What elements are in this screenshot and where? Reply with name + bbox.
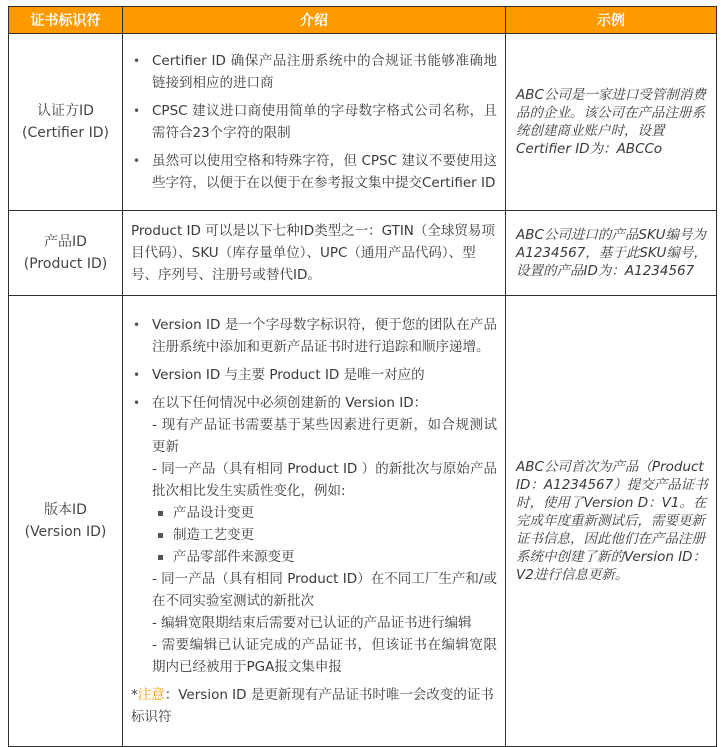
identifier-cn: 认证方ID — [37, 103, 94, 119]
square-bullet-icon — [158, 555, 163, 560]
identifier-cn: 版本ID — [44, 502, 87, 518]
square-bullet-icon — [158, 533, 163, 538]
bullet-icon: • — [133, 368, 141, 382]
bullet-list — [131, 314, 497, 678]
table-row-certifier-id — [9, 34, 717, 211]
bullet-list — [131, 50, 497, 194]
header-identifier: 证书标识符 — [9, 7, 123, 34]
sub-item: - 现有产品证书需要基于某些因素进行更新，如合规测试更新 — [152, 417, 497, 455]
identifier-en: (Version ID) — [24, 524, 107, 540]
identifier-cell — [9, 211, 123, 296]
list-item: • 虽然可以使用空格和特殊字符，但 CPSC 建议不要使用这些字符，以便于在以便于在参考报文集中提交Certifier ID — [131, 150, 497, 194]
note-text: ：Version ID 是更新现有产品证书时唯一会改变的证书标识符 — [131, 687, 494, 725]
list-item: • Version ID 与主要 Product ID 是唯一对应的 — [131, 364, 497, 386]
bullet-icon: • — [133, 396, 141, 410]
note-asterisk: * — [131, 687, 138, 703]
note — [131, 684, 497, 728]
example-cell: ABC公司首次为产品（Product ID：A1234567）提交产品证书时，使用了Version D：V1。在完成年度重新测试后，需要更新证书信息，因此他们在产品注册系统中创建了新的Version ID：V2进行信息更新。 — [506, 296, 717, 747]
header-intro: 介绍 — [123, 7, 506, 34]
table-row-product-id — [9, 211, 717, 296]
identifier-en: (Certifier ID) — [22, 125, 109, 141]
intro-cell: Product ID 可以是以下七种ID类型之一：GTIN（全球贸易项目代码）、SKU（库存量单位）、UPC（通用产品代码）、型号、序列号、注册号或替代ID。 — [123, 211, 506, 296]
square-list-item: 产品设计变更 — [152, 502, 497, 524]
identifier-cell — [9, 296, 123, 747]
sub-item: - 同一产品（具有相同 Product ID ）的新批次与原始产品批次相比发生实质性变化，例如: — [152, 461, 497, 499]
square-list-item: 产品零部件来源变更 — [152, 546, 497, 568]
header-example: 示例 — [506, 7, 717, 34]
example-cell: ABC公司进口的产品SKU编号为A1234567，基于此SKU编号，设置的产品ID为：A1234567 — [506, 211, 717, 296]
sub-item: - 编辑宽限期结束后需要对已认证的产品证书进行编辑 — [152, 615, 472, 631]
table-row-version-id — [9, 296, 717, 747]
bullet-icon: • — [133, 154, 141, 168]
bullet-icon: • — [133, 318, 141, 332]
intro-cell — [123, 34, 506, 211]
list-item: • Certifier ID 确保产品注册系统中的合规证书能够准确地链接到相应的进口商 — [131, 50, 497, 94]
bullet-icon: • — [133, 104, 141, 118]
certificate-identifier-table — [8, 6, 717, 747]
sub-item: - 需要编辑已认证完成的产品证书，但该证书在编辑宽限期内已经被用于PGA报文集申报 — [152, 637, 497, 675]
list-item: • 在以下任何情况中必须创建新的 Version ID： - 现有产品证书需要基于某些因素进行更新，如合规测试更新 - 同一产品（具有相同 Product ID ）的新批次与原始产品批次相比发生实质性变化，例如: 产品设计变更 制造工艺变更 产品零部件来源变更 - 同一产品（具有相同 Product ID）在不同工厂生产和/或在不同实验室测试的新批次 - 编辑宽限期结束后需要对已认证的产品证书进行编辑 - 需要编辑已认证完成的产品证书，但该证书在编辑宽限期内已经被用于PGA报文集申报 — [131, 392, 497, 678]
list-item: • Version ID 是一个字母数字标识符，便于您的团队在产品注册系统中添加和更新产品证书时进行追踪和顺序递增。 — [131, 314, 497, 358]
note-label: 注意 — [137, 687, 165, 703]
list-item: • CPSC 建议进口商使用简单的字母数字格式公司名称，且需符合23个字符的限制 — [131, 100, 497, 144]
sub-item: - 同一产品（具有相同 Product ID）在不同工厂生产和/或在不同实验室测试的新批次 — [152, 571, 497, 609]
table-header-row — [9, 7, 717, 34]
intro-cell — [123, 296, 506, 747]
square-list-item: 制造工艺变更 — [152, 524, 497, 546]
identifier-en: (Product ID) — [23, 256, 108, 272]
identifier-cn: 产品ID — [44, 234, 87, 250]
square-bullet-icon — [158, 511, 163, 516]
example-cell: ABC公司是一家进口受管制消费品的企业。该公司在产品注册系统创建商业账户时，设置Certifier ID为：ABCCo — [506, 34, 717, 211]
identifier-cell — [9, 34, 123, 211]
bullet-icon: • — [133, 54, 141, 68]
